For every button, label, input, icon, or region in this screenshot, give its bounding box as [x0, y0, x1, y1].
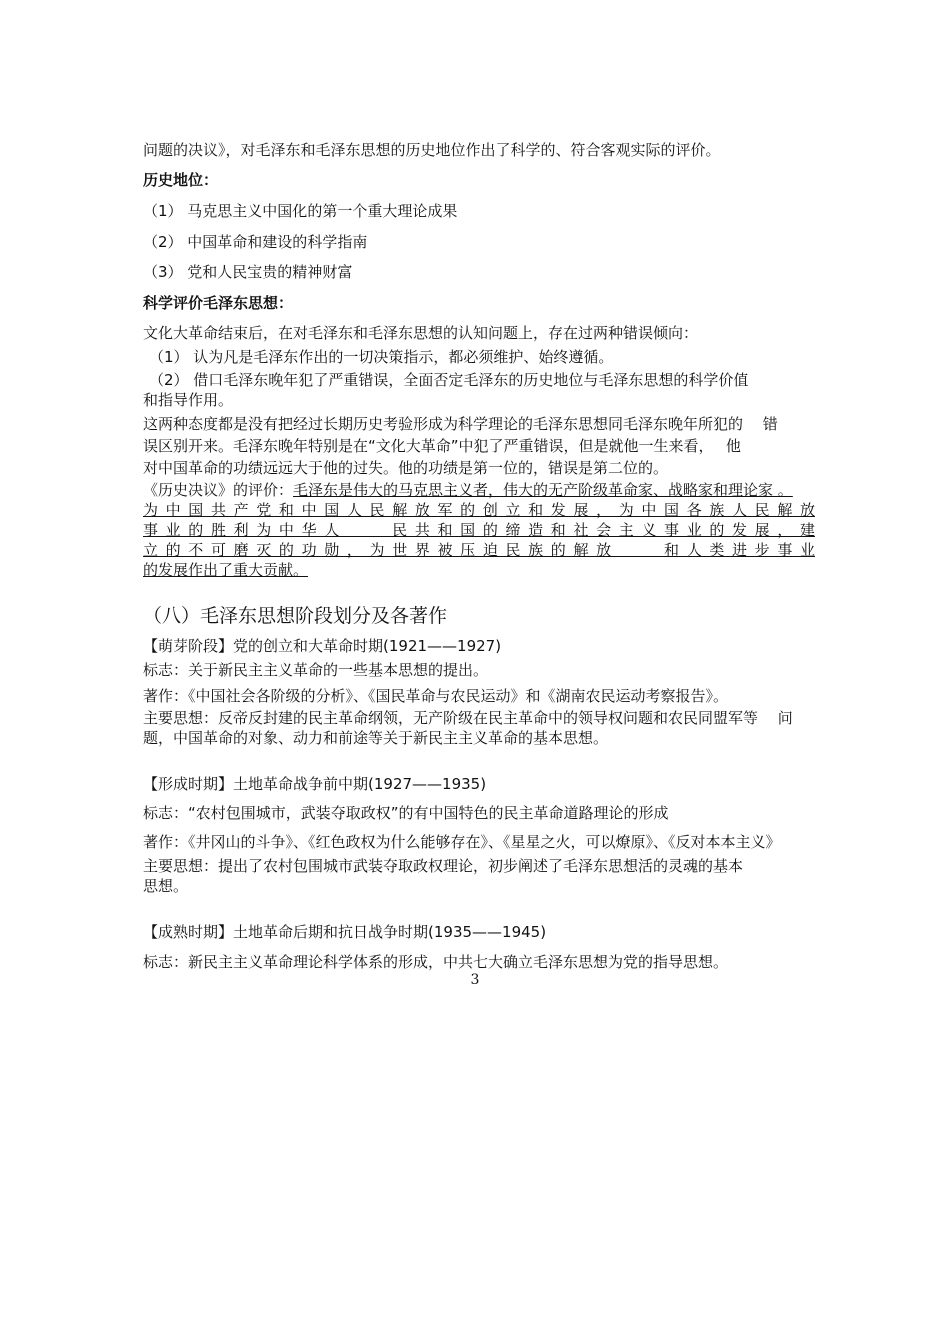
resolution-line-first	[143, 480, 793, 500]
stage-sprout-thought: 题，中国革命的对象、动力和前途等关于新民主主义革命的基本思想。	[143, 729, 609, 747]
resolution-line: 立的不可磨灭的功勋，为世界被压迫民族的解放 和人类进步事业	[143, 541, 815, 559]
error-tendency-item: （2） 借口毛泽东晚年犯了严重错误，全面否定毛泽东的历史地位与毛泽东思想的科学价值	[149, 371, 749, 389]
stage-formation-thought: 思想。	[143, 877, 189, 895]
history-status-item: （1） 马克思主义中国化的第一个重大理论成果	[143, 202, 458, 220]
stage-formation-mark: 标志：“农村包围城市，武装夺取政权”的有中国特色的民主革命道路理论的形成	[143, 804, 669, 822]
evaluation-intro: 文化大革命结束后，在对毛泽东和毛泽东思想的认知问题上，存在过两种错误倾向：	[143, 324, 699, 342]
attitude-line: 这两种态度都是没有把经过长期历史考验形成为科学理论的毛泽东思想同毛泽东晚年所犯的 错	[143, 415, 778, 433]
history-status-item: （3） 党和人民宝贵的精神财富	[143, 263, 353, 281]
attitude-line: 误区别开来。毛泽东晚年特别是在“文化大革命”中犯了严重错误，但是就他一生来看， 他	[143, 437, 741, 455]
history-status-item: （2） 中国革命和建设的科学指南	[143, 233, 368, 251]
resolution-text: 毛泽东是伟大的马克思主义者，伟大的无产阶级革命家、战略家和理论家 。	[293, 481, 793, 499]
stage-sprout-mark: 标志：关于新民主主义革命的一些基本思想的提出。	[143, 661, 489, 679]
stage-sprout-title: 【萌芽阶段】党的创立和大革命时期(1921——1927)	[143, 637, 502, 655]
stage-formation-thought: 主要思想：提出了农村包围城市武装夺取政权理论，初步阐述了毛泽东思想活的灵魂的基本	[143, 857, 744, 875]
stage-formation-title: 【形成时期】土地革命战争前中期(1927——1935)	[143, 775, 487, 793]
stage-maturity-title: 【成熟时期】土地革命后期和抗日战争时期(1935——1945)	[143, 923, 547, 941]
error-tendency-item: （1） 认为凡是毛泽东作出的一切决策指示，都必须维护、始终遵循。	[149, 348, 614, 366]
resolution-line: 的发展作出了重大贡献。	[143, 561, 309, 579]
resolution-label: 《历史决议》的评价：	[143, 481, 294, 499]
intro-line: 问题的决议》，对毛泽东和毛泽东思想的历史地位作出了科学的、符合客观实际的评价。	[143, 141, 721, 159]
stage-maturity-mark: 标志：新民主主义革命理论科学体系的形成，中共七大确立毛泽东思想为党的指导思想。	[143, 953, 729, 971]
resolution-line: 为中国共产党和中国人民解放军的创立和发展，为中国各族人民解放	[143, 501, 815, 519]
page-number: 3	[470, 972, 480, 988]
stage-formation-works: 著作：《井冈山的斗争》、《红色政权为什么能够存在》、《星星之火，可以燎原》、《反对本本主义》	[143, 833, 781, 851]
history-status-heading: 历史地位：	[143, 171, 219, 189]
section-8-heading: （八）毛泽东思想阶段划分及各著作	[143, 605, 448, 627]
stage-sprout-thought: 主要思想：反帝反封建的民主革命纲领，无产阶级在民主革命中的领导权问题和农民同盟军等 问	[143, 709, 793, 727]
attitude-line: 对中国革命的功绩远远大于他的过失。他的功绩是第一位的，错误是第二位的。	[143, 459, 669, 477]
stage-sprout-works: 著作：《中国社会各阶级的分析》、《国民革命与农民运动》和《湖南农民运动考察报告》。	[143, 687, 729, 705]
evaluation-heading: 科学评价毛泽东思想：	[143, 294, 294, 312]
resolution-line: 事业的胜利为中华人 民共和国的缔造和社会主义事业的发展，建	[143, 521, 815, 539]
error-tendency-item: 和指导作用。	[143, 391, 234, 409]
